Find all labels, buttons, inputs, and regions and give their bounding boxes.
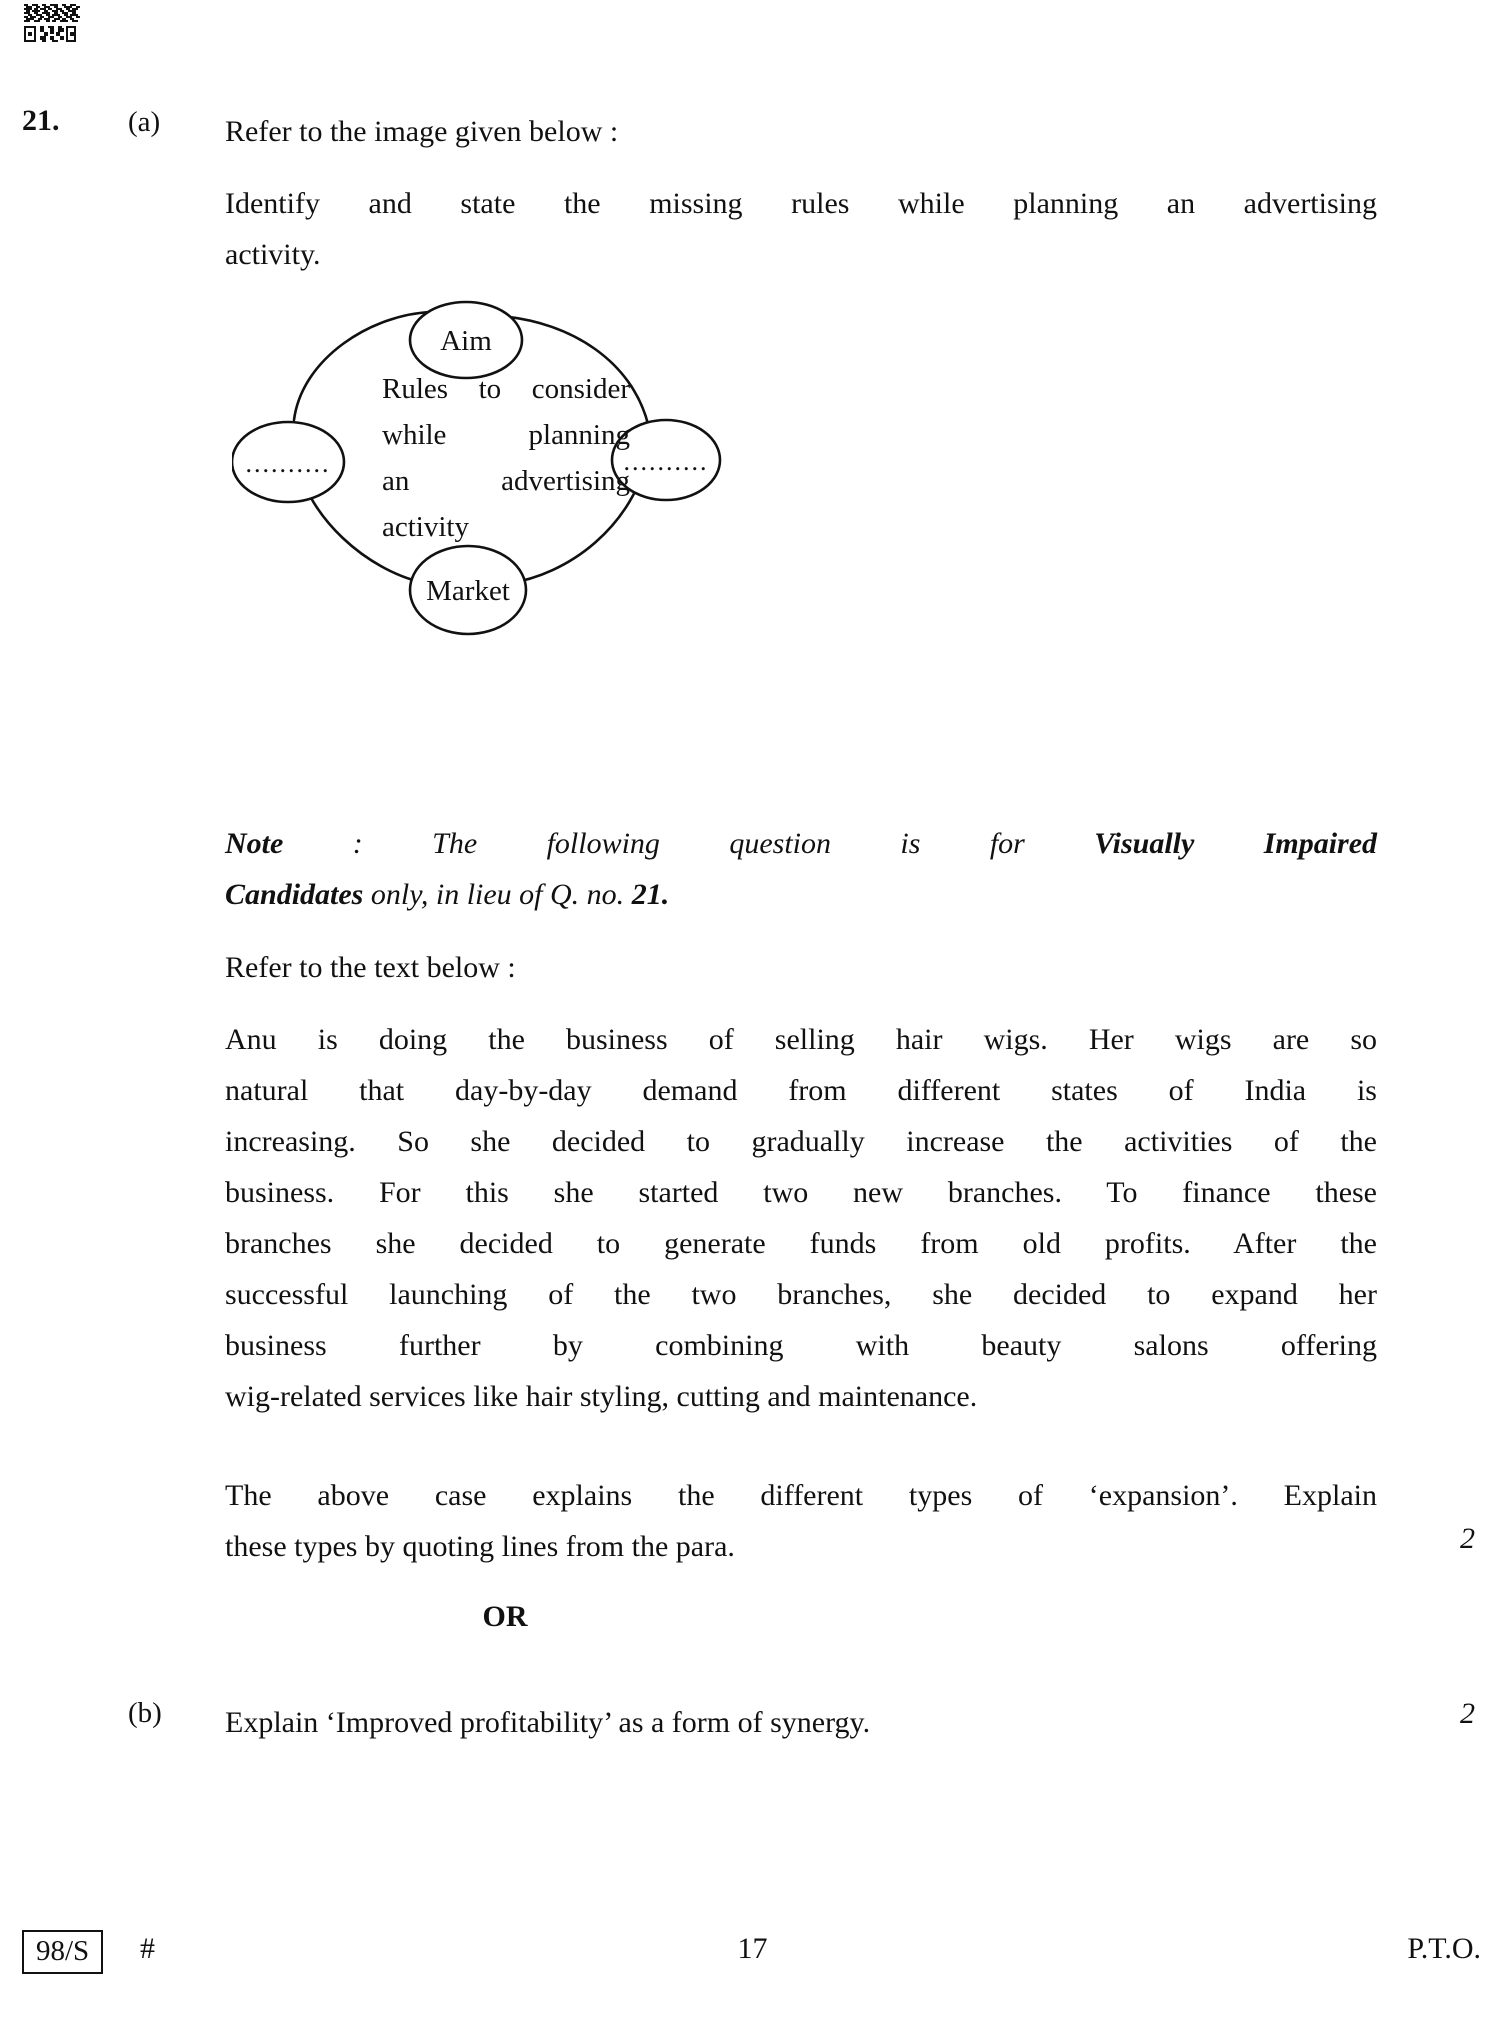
part-a-prompt-line: Refer to the image given below : — [225, 115, 619, 148]
passage-line: Anu is doing the business of selling hair wigs. Her wigs are so — [225, 1023, 1377, 1056]
node-left-label: .......... — [245, 449, 331, 478]
task-line-1: The above case explains the different types of ‘expansion’. Explain — [225, 1479, 1377, 1512]
note-bold-3: 21. — [631, 878, 670, 911]
pto-label: P.T.O. — [1407, 1932, 1481, 1965]
node-aim-label: Aim — [440, 325, 492, 357]
passage-line: wig-related services like hair styling, cutting and maintenance. — [225, 1380, 978, 1413]
page-footer — [0, 1930, 1505, 1990]
question-number: 21. — [22, 104, 60, 137]
passage-line: business further by combining with beauty salons offering — [225, 1329, 1377, 1362]
diagram-center-label — [382, 366, 630, 550]
passage-line: business. For this she started two new branches. To finance these — [225, 1176, 1377, 1209]
advertising-rules-diagram — [232, 288, 852, 648]
note-label: Note — [225, 827, 284, 860]
part-b-body — [225, 1697, 1377, 1748]
or-separator: OR — [482, 1600, 528, 1633]
page-number: 17 — [737, 1932, 768, 1965]
part-a-label: (a) — [128, 106, 161, 138]
passage-line: branches she decided to generate funds from old profits. After the — [225, 1227, 1377, 1260]
note-colon: : — [352, 827, 363, 860]
visually-impaired-note — [225, 818, 1377, 920]
part-b-label: (b) — [128, 1697, 162, 1729]
note-text-2: only, in lieu of Q. no. — [370, 878, 625, 911]
note-line-2 — [225, 869, 1377, 920]
passage-line: increasing. So she decided to gradually increase the activities of the — [225, 1125, 1377, 1158]
task-line-2: these types by quoting lines from the para. — [225, 1530, 735, 1563]
part-a-prompt — [225, 106, 1377, 157]
passage-line: natural that day-by-day demand from different states of India is — [225, 1074, 1377, 1107]
vi-task — [225, 1470, 1377, 1572]
vi-task-marks: 2 — [1460, 1522, 1475, 1555]
part-b-text: Explain ‘Improved profitability’ as a form of synergy. — [225, 1706, 871, 1739]
instruction-line-2: activity. — [225, 238, 321, 271]
note-text-1: The following question is for — [432, 827, 1025, 860]
center-line-3: an advertising — [382, 465, 630, 497]
node-market — [410, 546, 526, 634]
note-bold-2: Candidates — [225, 878, 364, 911]
center-line-1: Rules to consider — [382, 373, 630, 405]
vi-intro-line: Refer to the text below : — [225, 951, 516, 984]
part-b-marks: 2 — [1460, 1697, 1475, 1730]
instruction-line-1: Identify and state the missing rules while planning an advertising — [225, 187, 1377, 220]
node-left-blank — [232, 422, 344, 502]
center-line-2: while planning — [382, 419, 630, 451]
hash-mark: # — [140, 1932, 155, 1965]
node-market-label: Market — [426, 575, 510, 607]
node-right-label: .......... — [623, 447, 709, 476]
note-bold-1: Visually Impaired — [1094, 827, 1378, 860]
vi-intro — [225, 942, 1377, 993]
qr-code-icon — [22, 2, 84, 60]
center-line-4: activity — [382, 511, 469, 543]
part-a-instruction — [225, 178, 1377, 280]
paper-code: 98/S — [22, 1930, 103, 1974]
vi-passage — [225, 1014, 1377, 1422]
passage-line: successful launching of the two branches, she decided to expand her — [225, 1278, 1377, 1311]
note-line-1 — [225, 818, 1377, 869]
